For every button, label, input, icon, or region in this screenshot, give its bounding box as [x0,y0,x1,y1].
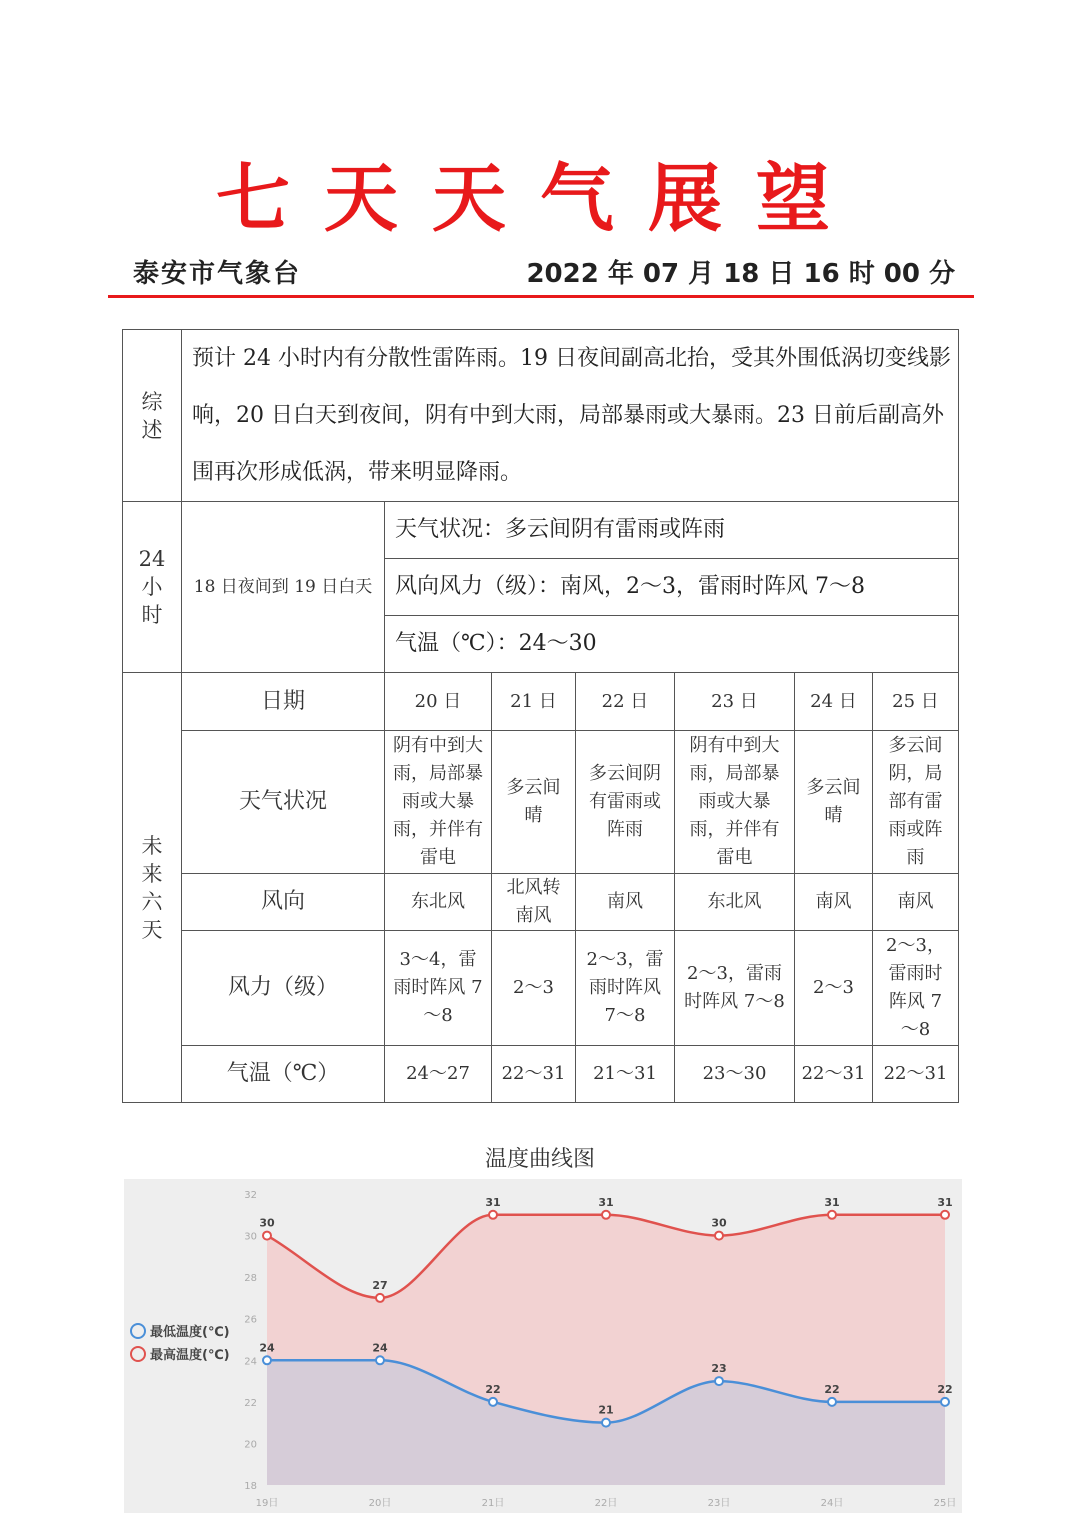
issue-time: 2022 年 07 月 18 日 16 时 00 分 [526,259,955,289]
high-temp-label: 30 [711,1216,727,1230]
low-temp-label: 24 [372,1341,388,1355]
low-temp-point [376,1356,384,1364]
high-temp-label: 31 [598,1195,614,1209]
low-temp-label: 22 [937,1382,953,1396]
six-day-label: 未 来 六 天 [123,673,182,1103]
date-cell: 24 日 [795,673,873,731]
y-tick-label: 26 [244,1314,257,1326]
wind-dir-cell: 东北风 [675,874,795,931]
x-tick-label: 25日 [933,1498,957,1509]
high-temp-label: 31 [485,1195,501,1209]
forecast-table [122,329,959,1103]
date-cell: 23 日 [675,673,795,731]
date-cell: 20 日 [385,673,492,731]
header-divider [108,295,974,298]
low-temp-label: 24 [259,1341,275,1355]
y-tick-label: 32 [244,1190,257,1201]
chart-title: 温度曲线图 [484,1147,595,1172]
high-temp-point [602,1211,610,1219]
wind-force-cell: 2～3，雷雨时阵风 7～8 [675,931,795,1046]
low-temp-label: 22 [485,1382,501,1396]
x-tick-label: 19日 [255,1498,279,1509]
weather-cell: 多云间阴有雷雨或阵雨 [576,731,675,874]
temp-row [123,1046,959,1103]
issue-header [133,253,955,293]
date-cell: 21 日 [492,673,576,731]
low-temp-label: 21 [598,1403,614,1417]
wind-dir-cell: 南风 [576,874,675,931]
wind-force-cell: 2～3 [492,931,576,1046]
x-tick-label: 24日 [820,1498,844,1509]
row-label-wind-dir: 风向 [182,874,385,931]
low-temp-label: 22 [824,1382,840,1396]
wind-force-cell: 2～3，雷雨时阵风 7～8 [873,931,959,1046]
wind-dir-cell: 南风 [873,874,959,931]
h24-weather: 天气状况：多云间阴有雷雨或阵雨 [385,502,959,559]
weather-cell: 阴有中到大雨，局部暴雨或大暴雨，并伴有雷电 [675,731,795,874]
wind-force-row [123,931,959,1046]
row-label-wind-force: 风力（级） [182,931,385,1046]
x-tick-label: 23日 [707,1498,731,1509]
x-tick-label: 22日 [594,1498,618,1509]
h24-weather-row [123,502,959,559]
high-temp-point [828,1211,836,1219]
wind-force-cell: 2～3 [795,931,873,1046]
summary-label: 综 述 [123,330,182,502]
x-tick-label: 21日 [481,1498,505,1509]
x-tick-label: 20日 [368,1498,392,1509]
summary-text: 预计 24 小时内有分散性雷阵雨。19 日夜间副高北抬，受其外围低涡切变线影响，20 日白天到夜间，阴有中到大雨，局部暴雨或大暴雨。23 日前后副高外围再次形成低涡，带来明显降雨。 [182,330,959,502]
y-tick-label: 28 [244,1273,257,1285]
temp-cell: 24～27 [385,1046,492,1103]
high-temp-label: 31 [937,1195,953,1209]
legend-label: 最高温度(℃) [150,1348,230,1363]
high-temp-label: 27 [372,1278,388,1292]
low-temp-point [489,1398,497,1406]
low-temp-point [941,1398,949,1406]
h24-label: 24 小 时 [123,502,182,673]
high-temp-label: 30 [259,1216,275,1230]
legend-label: 最低温度(℃) [150,1325,230,1340]
weather-cell: 阴有中到大雨，局部暴雨或大暴雨，并伴有雷电 [385,731,492,874]
date-row [123,673,959,731]
temp-cell: 22～31 [873,1046,959,1103]
temp-cell: 21～31 [576,1046,675,1103]
y-tick-label: 18 [244,1481,257,1492]
low-temp-point [602,1419,610,1427]
temp-cell: 23～30 [675,1046,795,1103]
temp-cell: 22～31 [492,1046,576,1103]
temp-cell: 22～31 [795,1046,873,1103]
wind-dir-cell: 北风转南风 [492,874,576,931]
high-temp-point [489,1211,497,1219]
weather-cell: 多云间晴 [795,731,873,874]
low-temp-point [828,1398,836,1406]
issuing-office: 泰安市气象台 [133,259,302,289]
wind-force-cell: 3～4，雷雨时阵风 7～8 [385,931,492,1046]
h24-wind: 风向风力（级）：南风，2～3，雷雨时阵风 7～8 [385,559,959,616]
weather-cell: 多云间阴，局部有雷雨或阵雨 [873,731,959,874]
low-temp-label: 23 [711,1362,727,1376]
wind-dir-cell: 南风 [795,874,873,931]
temperature-chart [124,1179,962,1513]
row-label-date: 日期 [182,673,385,731]
weather-cell: 多云间晴 [492,731,576,874]
y-tick-label: 24 [244,1356,257,1368]
high-temp-point [941,1211,949,1219]
wind-force-cell: 2～3，雷雨时阵风 7～8 [576,931,675,1046]
y-tick-label: 30 [244,1231,257,1243]
h24-temp: 气温（℃）：24～30 [385,616,959,673]
wind-dir-cell: 东北风 [385,874,492,931]
low-temp-point [263,1356,271,1364]
y-tick-label: 20 [244,1439,257,1451]
y-tick-label: 22 [244,1397,257,1409]
row-label-temp: 气温（℃） [182,1046,385,1103]
low-temp-point [715,1377,723,1385]
high-temp-label: 31 [824,1195,840,1209]
high-temp-point [376,1294,384,1302]
high-temp-point [263,1232,271,1240]
row-label-weather: 天气状况 [182,731,385,874]
date-cell: 22 日 [576,673,675,731]
high-temp-point [715,1232,723,1240]
h24-period: 18 日夜间到 19 日白天 [182,502,385,673]
date-cell: 25 日 [873,673,959,731]
page-title: 七天天气展望 [216,156,864,242]
wind-dir-row [123,874,959,931]
weather-row [123,731,959,874]
summary-row [123,330,959,502]
